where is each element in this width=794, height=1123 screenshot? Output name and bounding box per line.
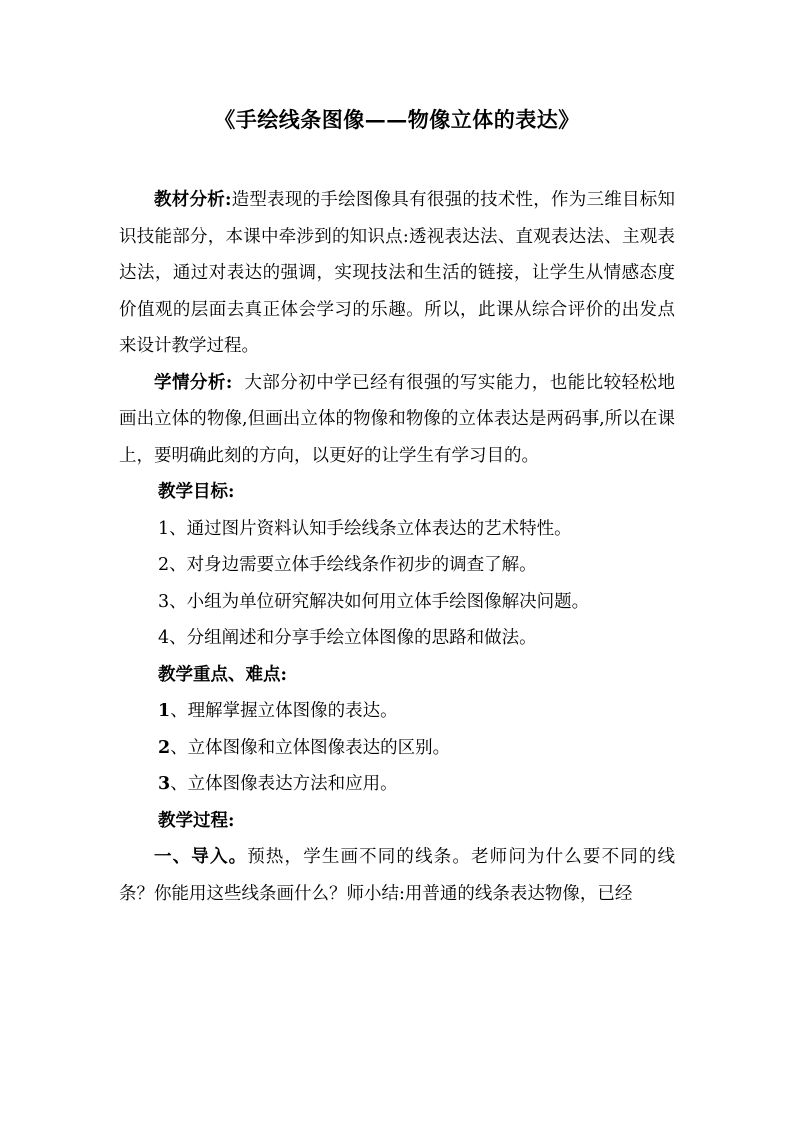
- key-point-number: 2: [158, 737, 171, 758]
- textbook-analysis-label: 教材分析:: [154, 190, 232, 210]
- key-point-number: 1: [158, 701, 171, 721]
- key-point-item-1: [119, 693, 675, 730]
- textbook-analysis-text: 造型表现的手绘图像具有很强的技术性，作为三维目标知识技能部分，本课中牵涉到的知识点:透视表达法、直观表达法、主观表达法，通过对表达的强调，实现技法和生活的链接，让学生从情感态度价值观的层面去真正体会学习的乐趣。所以，此课从综合评价的出发点来设计教学过程。: [119, 190, 675, 356]
- objectives-heading: 教学目标:: [158, 482, 235, 502]
- objective-item-4: 4、分组阐述和分享手绘立体图像的思路和做法。: [158, 628, 537, 648]
- key-point-item-2: [119, 730, 675, 767]
- process-intro-text: 预热，学生画不同的线条。老师问为什么要不同的线条？你能用这些线条画什么？师小结:用普通的线条表达物像，已经: [119, 847, 676, 904]
- student-analysis-paragraph: [119, 365, 675, 475]
- process-intro-paragraph: [119, 839, 675, 912]
- objective-item-2: 2、对身边需要立体手绘线条作初步的调查了解。: [158, 555, 537, 575]
- key-points-heading: 教学重点、难点:: [158, 664, 287, 685]
- objective-item-1: 1、通过图片资料认知手绘线条立体表达的艺术特性。: [158, 518, 572, 539]
- key-point-text: 、立体图像和立体图像表达的区别。: [170, 737, 451, 758]
- objective-item-3: 3、小组为单位研究解决如何用立体手绘图像解决问题。: [158, 591, 590, 612]
- key-point-text: 、立体图像表达方法和应用。: [170, 774, 398, 794]
- key-point-text: 、理解掌握立体图像的表达。: [170, 701, 398, 721]
- document-body: [119, 182, 675, 912]
- key-point-number: 3: [158, 774, 171, 794]
- textbook-analysis-paragraph: [119, 182, 675, 365]
- process-heading: 教学过程:: [158, 810, 235, 831]
- key-point-item-3: [119, 766, 675, 803]
- student-analysis-text: 大部分初中学已经有很强的写实能力，也能比较轻松地画出立体的物像,但画出立体的物像和物像的立体表达是两码事,所以在课上，要明确此刻的方向，以更好的让学生有学习目的。: [119, 372, 675, 466]
- document-title: 《手绘线条图像——物像立体的表达》: [214, 107, 580, 132]
- student-analysis-label: 学情分析:: [154, 372, 233, 393]
- process-intro-label: 一、导入。: [154, 847, 248, 867]
